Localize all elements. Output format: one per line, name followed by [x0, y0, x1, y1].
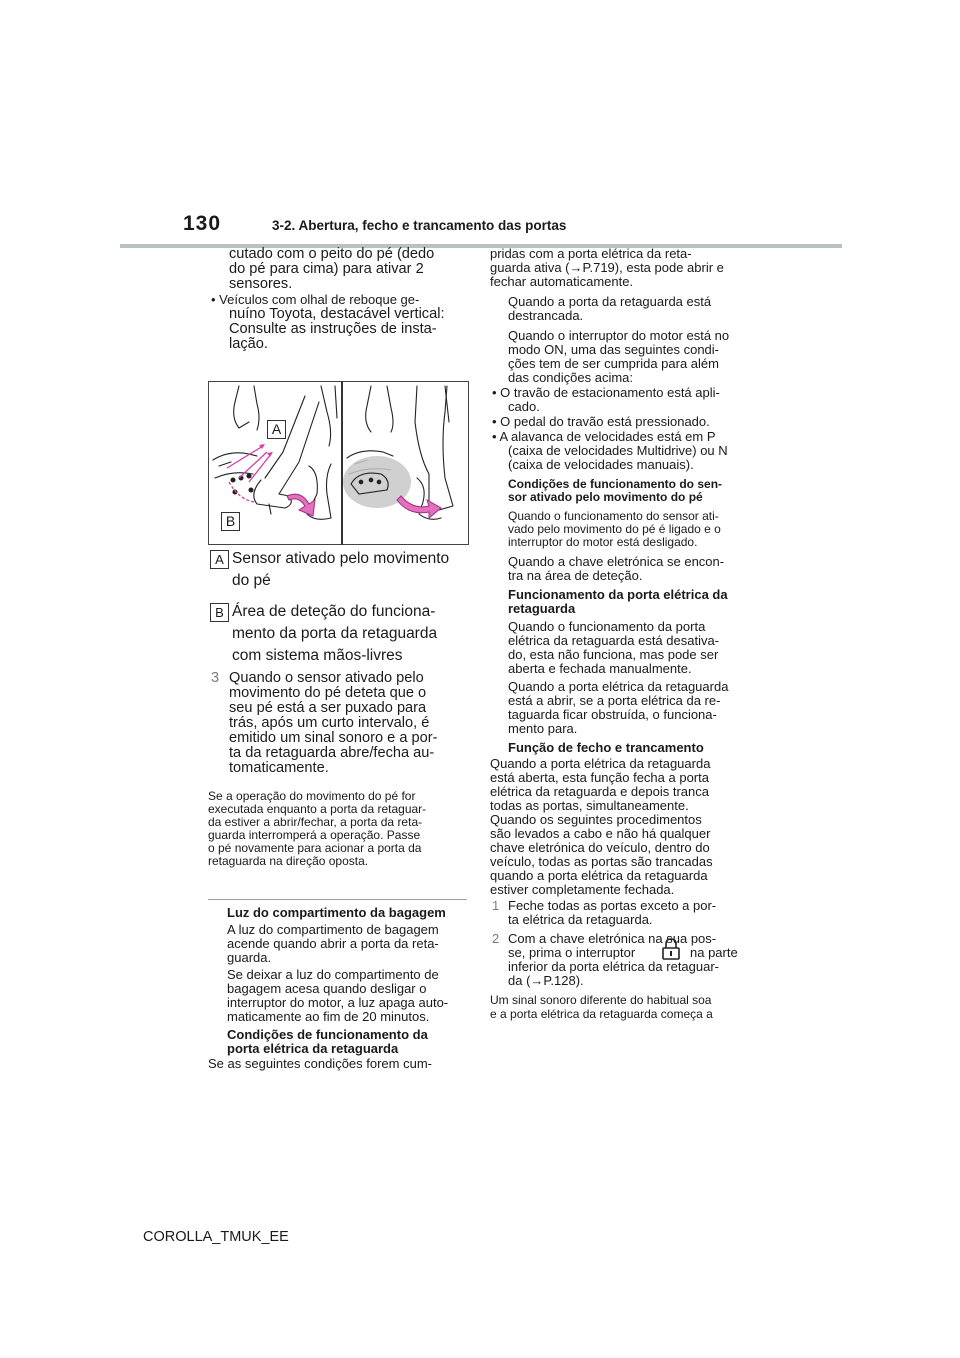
luggage-text: maticamente ao fim de 20 minutos. — [227, 1009, 430, 1024]
step-text: na parte — [690, 945, 738, 960]
motion-arrow-forward — [287, 494, 315, 516]
lock-text: Quando a porta elétrica da retaguarda — [490, 756, 711, 771]
luggage-text: acende quando abrir a porta da reta- — [227, 936, 439, 951]
condition-text: destrancada. — [508, 308, 584, 323]
step-text: inferior da porta elétrica da retaguar- — [508, 959, 720, 974]
step-number: 3 — [211, 670, 220, 686]
func-text: taguarda ficar obstruída, o funciona- — [508, 707, 717, 722]
sensor-text: Quando a chave eletrónica se encon- — [508, 554, 725, 569]
page-number: 130 — [183, 212, 222, 235]
final-text: e a porta elétrica da retaguarda começa a — [490, 1007, 713, 1021]
step-text: movimento do pé deteta que o — [229, 685, 427, 701]
step-text: Feche todas as portas exceto a por- — [508, 898, 717, 913]
luggage-text: interruptor do motor, a luz apaga auto- — [227, 995, 449, 1010]
conditions-title: Condições de funcionamento da — [227, 1027, 428, 1042]
step-text: Quando o sensor ativado pelo — [229, 670, 424, 686]
lock-text: todas as portas, simultaneamente. — [490, 798, 689, 813]
lock-title: Função de fecho e trancamento — [508, 740, 704, 755]
legend-b-text: mento da porta da retaguarda — [232, 625, 438, 642]
note-line: retaguarda na direção oposta. — [208, 854, 369, 868]
bullet-line: Consulte as instruções de insta- — [229, 321, 437, 337]
lock-icon — [660, 937, 682, 961]
func-title: Funcionamento da porta elétrica da — [508, 587, 728, 602]
bullet-text: • O pedal do travão está pressionado. — [492, 414, 710, 429]
step-number: 2 — [492, 931, 500, 946]
condition-text: modo ON, uma das seguintes condi- — [508, 342, 719, 357]
bullet-text: (caixa de velocidades Multidrive) ou N — [508, 443, 728, 458]
lock-text: chave eletrónica do veículo, dentro do — [490, 840, 710, 855]
intro-line: sensores. — [229, 276, 293, 292]
sensor-title: sor ativado pelo movimento do pé — [508, 490, 703, 504]
func-text: Quando a porta elétrica da retaguarda — [508, 679, 729, 694]
condition-text: ções tem de ser cumprida para além — [508, 356, 719, 371]
bullet-line: lação. — [229, 336, 268, 352]
func-text: do, esta não funciona, mas pode ser — [508, 647, 719, 662]
func-text: está a abrir, se a porta elétrica da re- — [508, 693, 721, 708]
lock-text: são levados a cabo e não há qualquer — [490, 826, 711, 841]
bullet-text: (caixa de velocidades manuais). — [508, 457, 694, 472]
callout-b: B — [221, 512, 240, 531]
bullet-line: nuíno Toyota, destacável vertical: — [229, 306, 445, 322]
note-line: o pé novamente para acionar a porta da — [208, 841, 422, 855]
final-text: Um sinal sonoro diferente do habitual soa — [490, 993, 712, 1007]
sensor-text: tra na área de deteção. — [508, 568, 643, 583]
section-separator — [208, 899, 467, 900]
cont-text: guarda ativa (→P.719), esta pode abrir e — [490, 260, 724, 275]
func-text: aberta e fechada manualmente. — [508, 661, 692, 676]
step-text: ta da retaguarda abre/fecha au- — [229, 745, 435, 761]
lock-text: veículo, todas as portas são trancadas — [490, 854, 713, 869]
foot-sensor-drawing — [209, 382, 468, 544]
sensor-text: vado pelo movimento do pé é ligado e o — [508, 522, 721, 536]
step-text: emitido um sinal sonoro e a por- — [229, 730, 438, 746]
legend-b-text: Área de deteção do funciona- — [232, 603, 436, 620]
callout-a: A — [267, 420, 286, 439]
intro-line: cutado com o peito do pé (dedo — [229, 246, 435, 262]
intro-line: do pé para cima) para ativar 2 — [229, 261, 424, 277]
note-line: guarda interromperá a operação. Passe — [208, 828, 421, 842]
luggage-text: A luz do compartimento de bagagem — [227, 922, 439, 937]
legend-b-box: B — [210, 603, 229, 622]
condition-text: Quando a porta da retaguarda está — [508, 294, 712, 309]
cont-text: pridas com a porta elétrica da reta- — [490, 246, 692, 261]
legend-a-box: A — [210, 550, 229, 569]
foot-sensor-illustration — [208, 381, 469, 545]
note-line: executada enquanto a porta da retaguar- — [208, 802, 427, 816]
step-text: trás, após um curto intervalo, é — [229, 715, 430, 731]
sensor-text: Quando o funcionamento do sensor ati- — [508, 509, 719, 523]
step-text: Com a chave eletrónica na sua pos- — [508, 931, 717, 946]
bullet-line: • Veículos com olhal de reboque ge- — [211, 292, 420, 307]
luggage-title: Luz do compartimento da bagagem — [227, 905, 446, 920]
func-text: elétrica da retaguarda está desativa- — [508, 633, 720, 648]
step-text: seu pé está a ser puxado para — [229, 700, 427, 716]
conditions-text: Se as seguintes condições forem cum- — [208, 1056, 432, 1071]
figure-divider — [341, 381, 343, 545]
luggage-text: bagagem acesa quando desligar o — [227, 981, 427, 996]
legend-a-text: Sensor ativado pelo movimento — [232, 550, 450, 567]
lock-text: estiver completamente fechada. — [490, 882, 675, 897]
bullet-text: cado. — [508, 399, 540, 414]
section-title: 3-2. Abertura, fecho e trancamento das portas — [272, 218, 567, 233]
step-text: se, prima o interruptor — [508, 945, 636, 960]
legend-a-text: do pé — [232, 572, 271, 589]
note-line: Se a operação do movimento do pé for — [208, 789, 416, 803]
lock-text: elétrica da retaguarda e depois tranca — [490, 784, 709, 799]
sensor-title: Condições de funcionamento do sen- — [508, 477, 723, 491]
cont-text: fechar automaticamente. — [490, 274, 634, 289]
conditions-title: porta elétrica da retaguarda — [227, 1041, 399, 1056]
document-code: COROLLA_TMUK_EE — [143, 1229, 289, 1245]
condition-text: Quando o interruptor do motor está no — [508, 328, 730, 343]
legend-b-text: com sistema mãos-livres — [232, 647, 403, 664]
step-text: ta elétrica da retaguarda. — [508, 912, 653, 927]
step-text: da (→P.128). — [508, 973, 584, 988]
sensor-text: interruptor do motor está desligado. — [508, 535, 698, 549]
luggage-text: Se deixar a luz do compartimento de — [227, 967, 439, 982]
luggage-text: guarda. — [227, 950, 272, 965]
step-text: tomaticamente. — [229, 760, 329, 776]
lock-text: Quando os seguintes procedimentos — [490, 812, 702, 827]
bullet-text: • O travão de estacionamento está apli- — [492, 385, 720, 400]
func-text: mento para. — [508, 721, 578, 736]
lock-text: está aberta, esta função fecha a porta — [490, 770, 709, 785]
step-number: 1 — [492, 898, 500, 913]
func-text: Quando o funcionamento da porta — [508, 619, 706, 634]
note-line: da estiver a abrir/fechar, a porta da reta- — [208, 815, 423, 829]
bullet-text: • A alavanca de velocidades está em P — [492, 429, 716, 444]
func-title: retaguarda — [508, 601, 576, 616]
condition-text: das condições acima: — [508, 370, 634, 385]
lock-text: quando a porta elétrica da retaguarda — [490, 868, 708, 883]
